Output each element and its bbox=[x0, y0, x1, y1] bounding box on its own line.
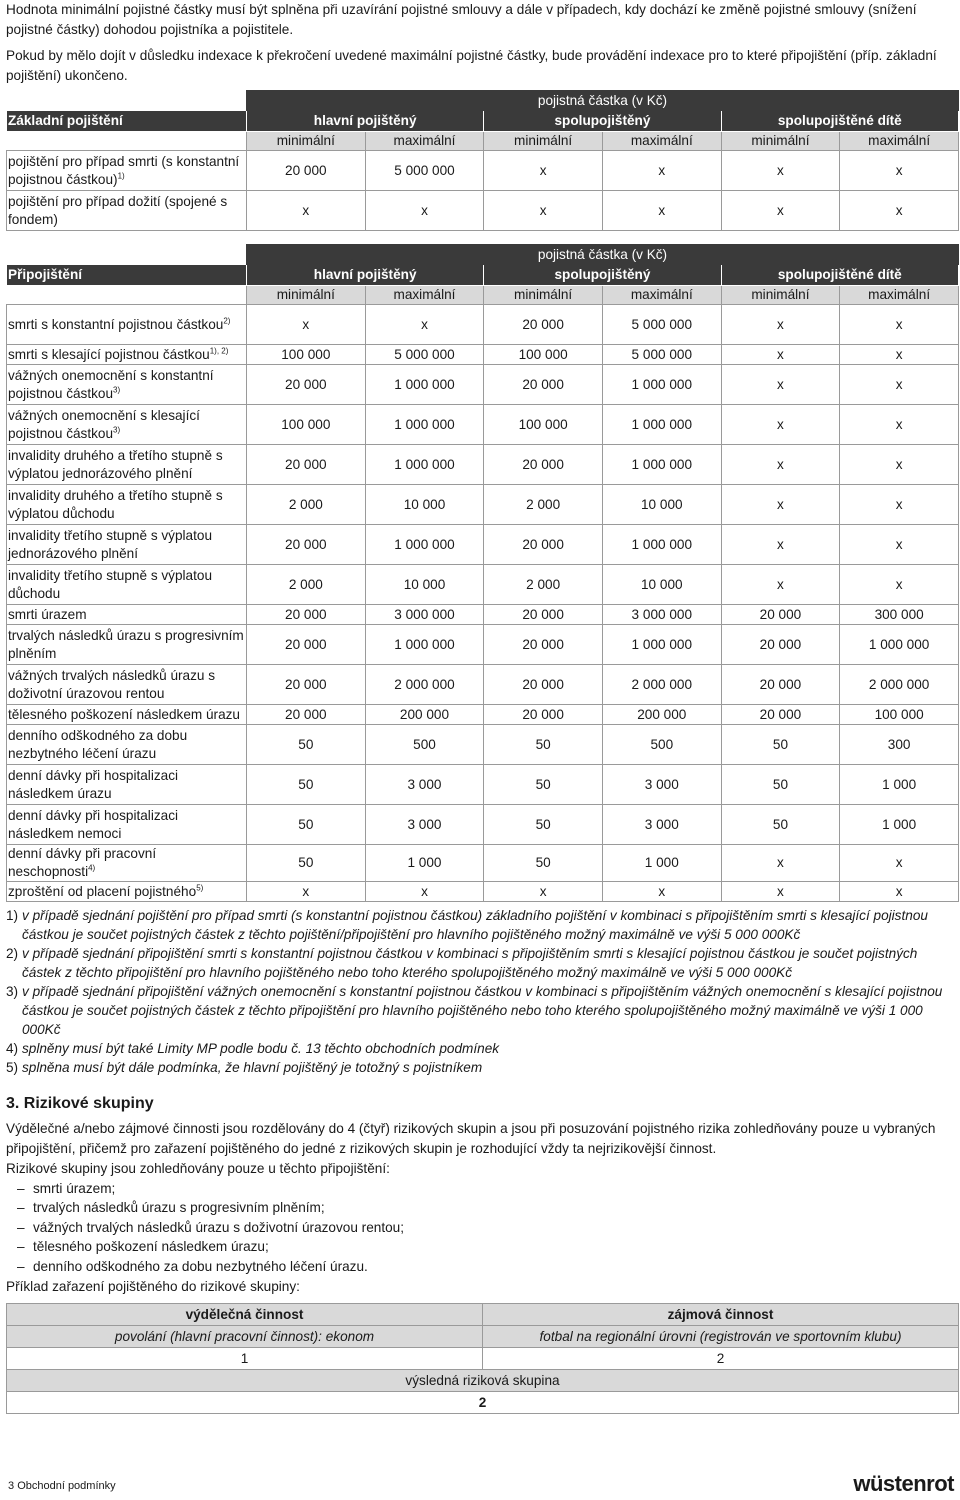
value-cell: 1 000 bbox=[365, 845, 484, 882]
hobby-activity-value: fotbal na regionální úrovni (registrován ve sportovním klubu) bbox=[483, 1325, 959, 1347]
footnote: 4) splněny musí být také Limity MP podle bodu č. 13 těchto obchodních podmínek bbox=[6, 1041, 500, 1056]
value-cell: x bbox=[840, 445, 959, 485]
value-cell: 500 bbox=[365, 725, 484, 765]
value-cell: 5 000 000 bbox=[602, 345, 721, 365]
value-cell: x bbox=[840, 565, 959, 605]
value-cell: 2 000 000 bbox=[365, 665, 484, 705]
row-label: denního odškodného za dobu nezbytného léčení úrazu bbox=[7, 725, 247, 765]
value-cell: 2 000 bbox=[247, 565, 366, 605]
value-cell: 300 000 bbox=[840, 605, 959, 625]
row-label: smrti s konstantní pojistnou částkou$^{2)}$ bbox=[7, 305, 247, 345]
value-cell: 1 000 000 bbox=[365, 525, 484, 565]
hobby-activity-header: zájmová činnost bbox=[483, 1303, 959, 1325]
value-cell: 20 000 bbox=[484, 665, 603, 705]
table-row bbox=[7, 445, 959, 485]
value-cell: 20 000 bbox=[484, 445, 603, 485]
value-cell: x bbox=[602, 151, 721, 191]
table-row bbox=[7, 191, 959, 231]
child-header: spolupojištěné dítě bbox=[721, 265, 958, 286]
value-cell: 50 bbox=[247, 725, 366, 765]
hobby-risk-group: 2 bbox=[483, 1347, 959, 1369]
main-insured-header: hlavní pojištěný bbox=[247, 265, 484, 286]
risk-example-table bbox=[6, 1303, 959, 1414]
row-label: denní dávky při hospitalizaci následkem nemoci bbox=[7, 805, 247, 845]
child-header: spolupojištěné dítě bbox=[721, 111, 958, 132]
value-cell: 1 000 000 bbox=[602, 445, 721, 485]
value-cell: 2 000 bbox=[484, 485, 603, 525]
max-header: maximální bbox=[840, 286, 959, 305]
row-label: vážných trvalých následků úrazu s doživotní úrazovou rentou bbox=[7, 665, 247, 705]
main-insured-header: hlavní pojištěný bbox=[247, 111, 484, 132]
footnote-ref: 4) bbox=[88, 863, 96, 873]
value-cell: x bbox=[840, 485, 959, 525]
wustenrot-logo: wüstenrot bbox=[853, 1471, 954, 1496]
value-cell: x bbox=[484, 151, 603, 191]
intro-paragraph-1: Hodnota minimální pojistné částky musí být splněna při uzavírání pojistné smlouvy a dále v případech, kdy dochází ke změně pojistné smlouvy (snížení pojistné částky) dohodou pojistníka a pojistitele. bbox=[6, 2, 917, 37]
value-cell: 20 000 bbox=[247, 151, 366, 191]
document-page bbox=[6, 0, 956, 1414]
section-paragraph-2: Rizikové skupiny jsou zohledňovány pouze u těchto připojištění: bbox=[6, 1161, 390, 1176]
value-cell: 10 000 bbox=[602, 565, 721, 605]
min-header: minimální bbox=[247, 132, 366, 151]
table-row bbox=[7, 705, 959, 725]
value-cell: 5 000 000 bbox=[365, 151, 484, 191]
value-cell: x bbox=[840, 151, 959, 191]
value-cell: x bbox=[721, 525, 840, 565]
section-paragraph-3: Příklad zařazení pojištěného do rizikové skupiny: bbox=[6, 1279, 300, 1294]
value-cell: x bbox=[484, 191, 603, 231]
value-cell: 5 000 000 bbox=[602, 305, 721, 345]
footnote-ref: 3) bbox=[113, 384, 121, 394]
table-row bbox=[7, 485, 959, 525]
footnote: 3) v případě sjednání připojištění vážných onemocnění s konstantní pojistnou částkou v kombinaci s připojištěním vážných onemocnění s klesající pojistnou částkou je součet pojistných částek z těchto připojištění pro hlavního pojištěného nebo toho kterého spolupojištěného možný maximálně ve výši 1 000 000Kč bbox=[6, 984, 943, 1037]
value-cell: 50 bbox=[484, 845, 603, 882]
footnote: 5) splněna musí být dále podmínka, že hlavní pojištěný je totožný s pojistníkem bbox=[6, 1060, 483, 1075]
value-cell: x bbox=[247, 305, 366, 345]
value-cell: 100 000 bbox=[484, 405, 603, 445]
page-footer bbox=[8, 1480, 116, 1492]
value-cell: 10 000 bbox=[365, 565, 484, 605]
value-cell: 50 bbox=[484, 805, 603, 845]
value-cell: x bbox=[602, 191, 721, 231]
value-cell: 50 bbox=[484, 725, 603, 765]
value-cell: 1 000 000 bbox=[602, 405, 721, 445]
max-header: maximální bbox=[365, 132, 484, 151]
value-cell: 50 bbox=[721, 805, 840, 845]
min-header: minimální bbox=[721, 132, 840, 151]
value-cell: x bbox=[721, 845, 840, 882]
row-label: trvalých následků úrazu s progresivním plněním bbox=[7, 625, 247, 665]
value-cell: 2 000 000 bbox=[602, 665, 721, 705]
value-cell: x bbox=[721, 882, 840, 902]
value-cell: 20 000 bbox=[247, 705, 366, 725]
table-row bbox=[7, 625, 959, 665]
value-cell: 1 000 000 bbox=[365, 625, 484, 665]
footnote-ref: 5) bbox=[196, 882, 204, 892]
section-paragraph-1: Výdělečné a/nebo zájmové činnosti jsou rozdělovány do 4 (čtyř) rizikových skupin a jsou při posuzování pojistného rizika zohledňovány pouze u vybraných připojištění, přičemž pro zařazení pojištěného do jedné z rizikových skupin je rozhodující vždy ta nejrizikovější činnost. bbox=[6, 1121, 936, 1156]
value-cell: x bbox=[840, 191, 959, 231]
list-item: – denního odškodného za dobu nezbytného léčení úrazu. bbox=[33, 1257, 956, 1277]
value-cell: 20 000 bbox=[247, 525, 366, 565]
value-cell: x bbox=[721, 151, 840, 191]
min-header: minimální bbox=[484, 286, 603, 305]
value-cell: x bbox=[247, 191, 366, 231]
max-header: maximální bbox=[602, 286, 721, 305]
value-cell: 20 000 bbox=[247, 365, 366, 405]
value-cell: 20 000 bbox=[721, 665, 840, 705]
value-cell: 1 000 000 bbox=[602, 525, 721, 565]
co-insured-header: spolupojištěný bbox=[484, 265, 721, 286]
value-cell: 3 000 bbox=[365, 805, 484, 845]
value-cell: 200 000 bbox=[602, 705, 721, 725]
list-item: – vážných trvalých následků úrazu s doživotní úrazovou rentou; bbox=[33, 1218, 956, 1238]
value-cell: 1 000 bbox=[840, 765, 959, 805]
value-cell: 50 bbox=[484, 765, 603, 805]
table-row bbox=[7, 345, 959, 365]
list-item: – smrti úrazem; bbox=[33, 1179, 956, 1199]
value-cell: 200 000 bbox=[365, 705, 484, 725]
value-cell: 3 000 000 bbox=[602, 605, 721, 625]
value-cell: 1 000 000 bbox=[602, 625, 721, 665]
value-cell: 1 000 000 bbox=[365, 365, 484, 405]
value-cell: 10 000 bbox=[365, 485, 484, 525]
table-row bbox=[7, 725, 959, 765]
min-header: minimální bbox=[484, 132, 603, 151]
value-cell: x bbox=[602, 882, 721, 902]
value-cell: 20 000 bbox=[484, 705, 603, 725]
row-label: smrti s klesající pojistnou částkou$^{1), 2)}$ bbox=[7, 345, 247, 365]
list-item: – tělesného poškození následkem úrazu; bbox=[33, 1237, 956, 1257]
value-cell: 3 000 bbox=[365, 765, 484, 805]
value-cell: 5 000 000 bbox=[365, 345, 484, 365]
table-row bbox=[7, 565, 959, 605]
earning-activity-value: povolání (hlavní pracovní činnost): ekonom bbox=[7, 1325, 483, 1347]
row-label: pojištění pro případ smrti (s konstantní pojistnou částkou)$^{1)}$ bbox=[7, 151, 247, 191]
value-cell: 20 000 bbox=[721, 625, 840, 665]
row-label: zproštění od placení pojistného$^{5)}$ bbox=[7, 882, 247, 902]
value-cell: 100 000 bbox=[247, 405, 366, 445]
value-cell: x bbox=[721, 191, 840, 231]
value-cell: x bbox=[721, 445, 840, 485]
table-row bbox=[7, 525, 959, 565]
footnote-ref: 1) bbox=[117, 170, 125, 180]
row-label: vážných onemocnění s konstantní pojistnou částkou$^{3)}$ bbox=[7, 365, 247, 405]
value-cell: 50 bbox=[247, 765, 366, 805]
footnote: 2) v případě sjednání připojištění smrti s konstantní pojistnou částkou v kombinaci s připojištěním smrti s klesající pojistnou částkou je součet pojistných částek z těchto připojištění pro hlavního pojištěného nebo toho kterého spolupojištěného možný maximálně ve výši 5 000 000Kč bbox=[6, 946, 918, 980]
footnote: 1) v případě sjednání pojištění pro případ smrti (s konstantní pojistnou částkou) základního pojištění v kombinaci s připojištěním smrti s klesající pojistnou částkou je součet pojistných částek z těchto pojištění/připojištění pro hlavního pojištěného možný maximálně ve výši 5 000 000Kč bbox=[6, 908, 928, 942]
value-cell: 50 bbox=[721, 725, 840, 765]
value-cell: x bbox=[840, 882, 959, 902]
value-cell: x bbox=[721, 485, 840, 525]
value-cell: 50 bbox=[247, 805, 366, 845]
row-label: invalidity druhého a třetího stupně s výplatou jednorázového plnění bbox=[7, 445, 247, 485]
table-row bbox=[7, 405, 959, 445]
value-cell: x bbox=[840, 525, 959, 565]
value-cell: x bbox=[840, 305, 959, 345]
min-header: minimální bbox=[247, 286, 366, 305]
value-cell: 1 000 000 bbox=[365, 405, 484, 445]
document-name: Obchodní podmínky bbox=[17, 1480, 116, 1492]
page-number: 3 bbox=[8, 1480, 15, 1492]
value-cell: 300 bbox=[840, 725, 959, 765]
value-cell: 20 000 bbox=[484, 305, 603, 345]
risk-list bbox=[6, 1179, 956, 1277]
row-label: denní dávky při pracovní neschopnosti$^{4)}$ bbox=[7, 845, 247, 882]
sum-header: pojistná částka (v Kč) bbox=[247, 245, 959, 265]
earning-risk-group: 1 bbox=[7, 1347, 483, 1369]
value-cell: x bbox=[840, 405, 959, 445]
value-cell: x bbox=[840, 845, 959, 882]
value-cell: 1 000 000 bbox=[840, 625, 959, 665]
value-cell: 1 000 bbox=[602, 845, 721, 882]
row-label: denní dávky při hospitalizaci následkem úrazu bbox=[7, 765, 247, 805]
row-label: vážných onemocnění s klesající pojistnou částkou$^{3)}$ bbox=[7, 405, 247, 445]
row-label: tělesného poškození následkem úrazu bbox=[7, 705, 247, 725]
value-cell: 20 000 bbox=[247, 445, 366, 485]
max-header: maximální bbox=[365, 286, 484, 305]
value-cell: 50 bbox=[247, 845, 366, 882]
sum-header: pojistná částka (v Kč) bbox=[247, 91, 959, 111]
table-row bbox=[7, 882, 959, 902]
table-row bbox=[7, 765, 959, 805]
co-insured-header: spolupojištěný bbox=[484, 111, 721, 132]
value-cell: x bbox=[721, 405, 840, 445]
row-label: invalidity třetího stupně s výplatou jednorázového plnění bbox=[7, 525, 247, 565]
list-item: – trvalých následků úrazu s progresivním plněním; bbox=[33, 1198, 956, 1218]
footnotes bbox=[6, 906, 956, 1077]
max-header: maximální bbox=[840, 132, 959, 151]
earning-activity-header: výdělečná činnost bbox=[7, 1303, 483, 1325]
value-cell: 1 000 000 bbox=[602, 365, 721, 405]
row-label: pojištění pro případ dožití (spojené s fondem) bbox=[7, 191, 247, 231]
table-row bbox=[7, 845, 959, 882]
value-cell: x bbox=[721, 305, 840, 345]
value-cell: 1 000 bbox=[840, 805, 959, 845]
value-cell: x bbox=[365, 191, 484, 231]
value-cell: 20 000 bbox=[484, 525, 603, 565]
value-cell: x bbox=[247, 882, 366, 902]
result-label: výsledná riziková skupina bbox=[7, 1369, 959, 1391]
min-header: minimální bbox=[721, 286, 840, 305]
value-cell: x bbox=[365, 882, 484, 902]
value-cell: x bbox=[484, 882, 603, 902]
value-cell: 3 000 000 bbox=[365, 605, 484, 625]
max-header: maximální bbox=[602, 132, 721, 151]
footnote-ref: 3) bbox=[113, 424, 121, 434]
value-cell: 2 000 bbox=[247, 485, 366, 525]
value-cell: x bbox=[721, 345, 840, 365]
value-cell: 1 000 000 bbox=[365, 445, 484, 485]
value-cell: x bbox=[721, 365, 840, 405]
value-cell: 3 000 bbox=[602, 805, 721, 845]
row-label: invalidity druhého a třetího stupně s výplatou důchodu bbox=[7, 485, 247, 525]
table-row bbox=[7, 805, 959, 845]
table-row bbox=[7, 151, 959, 191]
table-row bbox=[7, 365, 959, 405]
value-cell: 20 000 bbox=[721, 605, 840, 625]
value-cell: 2 000 bbox=[484, 565, 603, 605]
value-cell: 20 000 bbox=[484, 365, 603, 405]
value-cell: 20 000 bbox=[484, 605, 603, 625]
value-cell: 10 000 bbox=[602, 485, 721, 525]
row-label: invalidity třetího stupně s výplatou důchodu bbox=[7, 565, 247, 605]
value-cell: 100 000 bbox=[484, 345, 603, 365]
footnote-ref: 1), 2) bbox=[209, 345, 229, 355]
value-cell: 20 000 bbox=[247, 665, 366, 705]
value-cell: 20 000 bbox=[247, 625, 366, 665]
value-cell: 20 000 bbox=[484, 625, 603, 665]
value-cell: x bbox=[840, 365, 959, 405]
value-cell: 100 000 bbox=[247, 345, 366, 365]
value-cell: x bbox=[721, 565, 840, 605]
footnote-ref: 2) bbox=[223, 315, 231, 325]
row-label: smrti úrazem bbox=[7, 605, 247, 625]
section-heading: 3. Rizikové skupiny bbox=[6, 1095, 154, 1112]
result-value: 2 bbox=[7, 1391, 959, 1413]
table2-title: Připojištění bbox=[7, 265, 247, 286]
value-cell: 500 bbox=[602, 725, 721, 765]
table-row bbox=[7, 305, 959, 345]
table-row bbox=[7, 665, 959, 705]
value-cell: x bbox=[365, 305, 484, 345]
table1-title: Základní pojištění bbox=[7, 111, 247, 132]
value-cell: 100 000 bbox=[840, 705, 959, 725]
intro-paragraph-2: Pokud by mělo dojít v důsledku indexace k překročení uvedené maximální pojistné částky, bude provádění indexace pro to které připojištění (příp. základní pojištění) ukončeno. bbox=[6, 48, 937, 83]
value-cell: 50 bbox=[721, 765, 840, 805]
basic-insurance-table bbox=[6, 90, 959, 231]
value-cell: 20 000 bbox=[721, 705, 840, 725]
riders-table bbox=[6, 244, 959, 902]
value-cell: x bbox=[840, 345, 959, 365]
value-cell: 2 000 000 bbox=[840, 665, 959, 705]
value-cell: 3 000 bbox=[602, 765, 721, 805]
value-cell: 20 000 bbox=[247, 605, 366, 625]
table-row bbox=[7, 605, 959, 625]
